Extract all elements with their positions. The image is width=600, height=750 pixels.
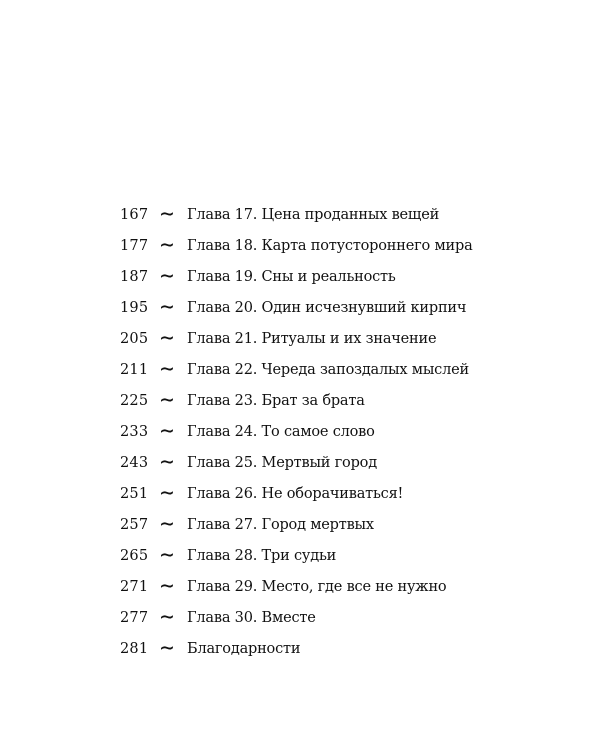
toc-entry: [120, 324, 560, 355]
chapter-title: Глава 30. Вместе: [187, 610, 316, 626]
chapter-title: Глава 22. Череда запоздалых мыслей: [187, 362, 469, 378]
tilde-separator-icon: ∼: [159, 389, 175, 411]
chapter-title: Глава 20. Один исчезнувший кирпич: [187, 300, 467, 316]
tilde-separator-icon: ∼: [159, 234, 175, 256]
page-number: 281: [120, 641, 149, 657]
toc-entry: [120, 448, 560, 479]
toc-entry: [120, 355, 560, 386]
page-number: 265: [120, 548, 149, 564]
page-number: 233: [120, 424, 149, 440]
chapter-title: Глава 29. Место, где все не нужно: [187, 579, 447, 595]
toc-entry: [120, 572, 560, 603]
tilde-separator-icon: ∼: [159, 544, 175, 566]
chapter-title: Глава 28. Три судьи: [187, 548, 337, 564]
page-number: 257: [120, 517, 149, 533]
toc-entry: [120, 231, 560, 262]
toc-entry: [120, 386, 560, 417]
toc-entry: [120, 603, 560, 634]
tilde-separator-icon: ∼: [159, 513, 175, 535]
tilde-separator-icon: ∼: [159, 482, 175, 504]
tilde-separator-icon: ∼: [159, 265, 175, 287]
page-number: 225: [120, 393, 149, 409]
tilde-separator-icon: ∼: [159, 606, 175, 628]
chapter-title: Благодарности: [187, 641, 301, 657]
tilde-separator-icon: ∼: [159, 451, 175, 473]
page-number: 177: [120, 238, 149, 254]
toc-entry: [120, 293, 560, 324]
tilde-separator-icon: ∼: [159, 358, 175, 380]
chapter-title: Глава 27. Город мертвых: [187, 517, 374, 533]
chapter-title: Глава 17. Цена проданных вещей: [187, 207, 440, 223]
tilde-separator-icon: ∼: [159, 203, 175, 225]
page-number: 187: [120, 269, 149, 285]
toc-entry: [120, 510, 560, 541]
chapter-title: Глава 24. То самое слово: [187, 424, 375, 440]
tilde-separator-icon: ∼: [159, 420, 175, 442]
toc-entry: [120, 200, 560, 231]
toc-entry: [120, 479, 560, 510]
page-number: 205: [120, 331, 149, 347]
tilde-separator-icon: ∼: [159, 575, 175, 597]
toc-list: [120, 200, 560, 665]
chapter-title: Глава 26. Не оборачиваться!: [187, 486, 404, 502]
chapter-title: Глава 21. Ритуалы и их значение: [187, 331, 437, 347]
chapter-title: Глава 18. Карта потустороннего мира: [187, 238, 473, 254]
tilde-separator-icon: ∼: [159, 327, 175, 349]
page-number: 251: [120, 486, 149, 502]
toc-entry: [120, 634, 560, 665]
chapter-title: Глава 19. Сны и реальность: [187, 269, 396, 285]
page-number: 271: [120, 579, 149, 595]
page-number: 211: [120, 362, 149, 378]
page-number: 277: [120, 610, 149, 626]
tilde-separator-icon: ∼: [159, 637, 175, 659]
chapter-title: Глава 23. Брат за брата: [187, 393, 365, 409]
page-number: 167: [120, 207, 149, 223]
page-number: 195: [120, 300, 149, 316]
toc-entry: [120, 417, 560, 448]
toc-entry: [120, 262, 560, 293]
chapter-title: Глава 25. Мертвый город: [187, 455, 377, 471]
tilde-separator-icon: ∼: [159, 296, 175, 318]
page-number: 243: [120, 455, 149, 471]
toc-entry: [120, 541, 560, 572]
